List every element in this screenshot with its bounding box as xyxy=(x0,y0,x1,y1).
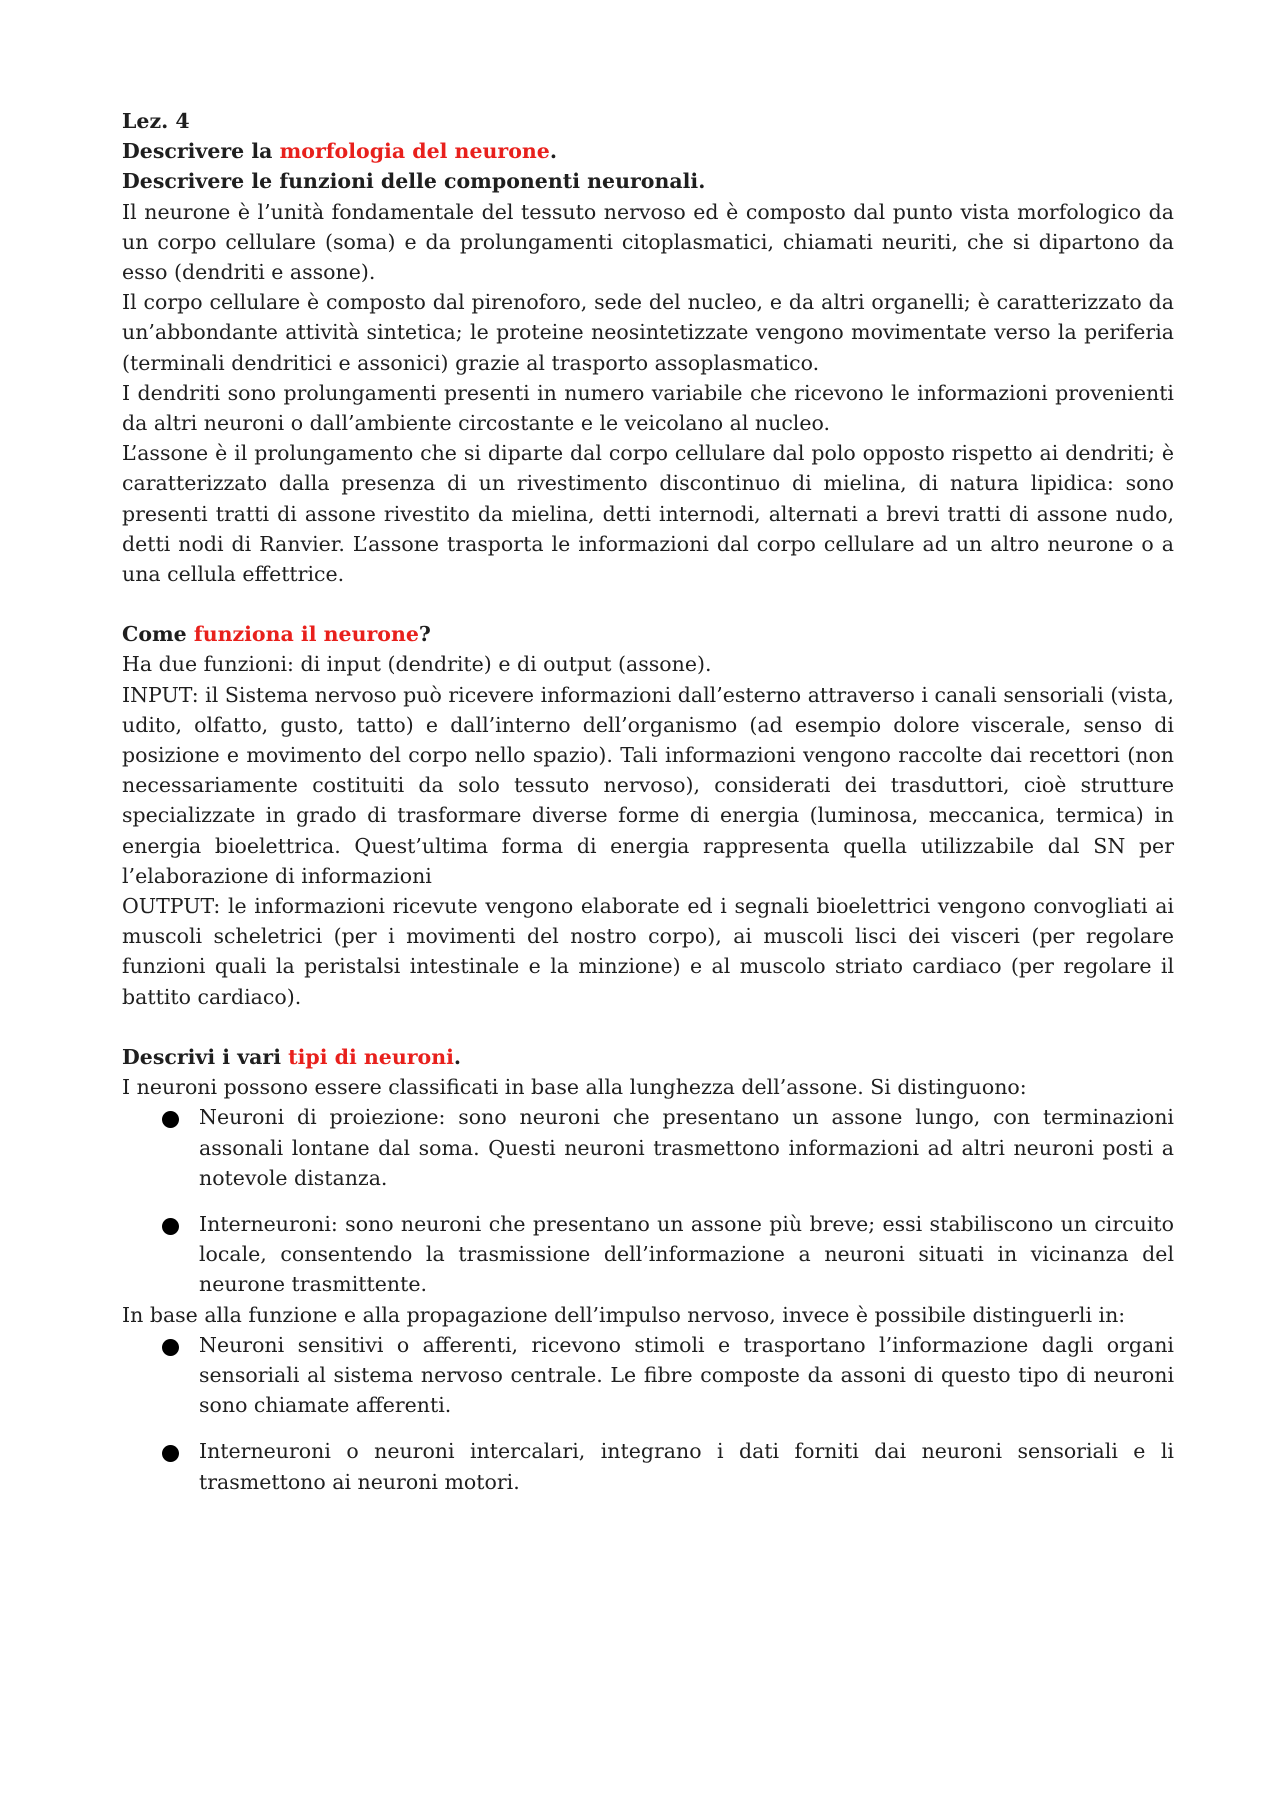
heading-neuron-types-highlight: tipi di neuroni xyxy=(288,1044,454,1069)
list-item xyxy=(122,1436,1174,1496)
heading-neuron-function xyxy=(122,619,1174,649)
heading-neuron-types xyxy=(122,1042,1174,1072)
paragraph-two-functions: Ha due funzioni: di input (dendrite) e di output (assone). xyxy=(122,652,712,677)
list-item-text: Interneuroni: sono neuroni che presentano un assone più breve; essi stabiliscono un circuito locale, consentendo la trasmissione dell’informazione a neuroni situati in vicinanza del neurone trasmittente. xyxy=(199,1211,1174,1297)
paragraph-axon-length-intro: I neuroni possono essere classificati in base alla lunghezza dell’assone. Si distinguono: xyxy=(122,1075,1027,1100)
paragraph-cell-body: Il corpo cellulare è composto dal pirenoforo, sede del nucleo, e da altri organelli; è caratterizzato da un’abbondante attività sintetica; le proteine neosintetizzate vengono movimentate verso la periferia (terminali dendritici e assonici) grazie al trasporto assoplasmatico. xyxy=(122,290,1174,375)
list-function xyxy=(122,1330,1174,1497)
lesson-number: Lez. 4 xyxy=(122,109,190,133)
bullet-dot xyxy=(162,1445,179,1462)
bullet-dot xyxy=(162,1339,179,1356)
paragraph-output: OUTPUT: le informazioni ricevute vengono elaborate ed i segnali bioelettrici vengono convogliati ai muscoli scheletrici (per i movimenti del nostro corpo), ai muscoli lisci dei visceri (per regolare funzioni quali la peristalsi intestinale e la minzione) e al muscolo striato cardiaco (per regolare il battito cardiaco). xyxy=(122,894,1174,1009)
paragraph-neuron-definition: Il neurone è l’unità fondamentale del tessuto nervoso ed è composto dal punto vista morfologico da un corpo cellulare (soma) e da prolungamenti citoplasmatici, chiamati neuriti, che si dipartono da esso (dendriti e assone). xyxy=(122,199,1174,285)
question-morphology xyxy=(122,136,1174,166)
list-item xyxy=(122,1330,1174,1421)
heading-neuron-function-highlight: funziona il neurone xyxy=(193,622,419,647)
question-morphology-highlight: morfologia del neurone xyxy=(279,139,550,164)
spacer xyxy=(122,1012,1174,1042)
list-item-text: Neuroni di proiezione: sono neuroni che presentano un assone lungo, con terminazioni assonali lontane dal soma. Questi neuroni trasmettono informazioni ad altri neuroni posti a notevole distanza. xyxy=(199,1105,1174,1190)
spacer xyxy=(122,589,1174,619)
document-page xyxy=(122,106,1174,1497)
paragraph-dendrites: I dendriti sono prolungamenti presenti in numero variabile che ricevono le informazioni provenienti da altri neuroni o dall’ambiente circostante e le veicolano al nucleo. xyxy=(122,380,1174,436)
list-item-text: Interneuroni o neuroni intercalari, integrano i dati forniti dai neuroni sensoriali e li trasmettono ai neuroni motori. xyxy=(199,1439,1174,1494)
heading-neuron-types-prefix: Descrivi i vari xyxy=(122,1044,289,1069)
paragraph-input: INPUT: il Sistema nervoso può ricevere informazioni dall’esterno attraverso i canali sensoriali (vista, udito, olfatto, gusto, tatto) e dall’interno dell’organismo (ad esempio dolore viscerale, senso di posizione e movimento del corpo nello spazio). Tali informazioni vengono raccolte dai recettori (non necessariamente costituiti da solo tessuto nervoso), considerati dei trasduttori, cioè strutture specializzate in grado di trasformare diverse forme di energia (luminosa, meccanica, termica) in energia bioelettrica. Quest’ultima forma di energia rappresenta quella utilizzabile dal SN per l’elaborazione di informazioni xyxy=(122,682,1174,888)
heading-neuron-function-suffix: ? xyxy=(418,622,431,647)
paragraph-axon: L’assone è il prolungamento che si diparte dal corpo cellulare dal polo opposto rispetto ai dendriti; è caratterizzato dalla presenza di un rivestimento discontinuo di mielina, di natura lipidica: sono presenti tratti di assone rivestito da mielina, detti internodi, alternati a brevi tratti di assone nudo, detti nodi di Ranvier. L’assone trasporta le informazioni dal corpo cellulare ad un altro neurone o a una cellula effettrice. xyxy=(122,441,1174,587)
question-morphology-suffix: . xyxy=(549,139,557,164)
bullet-dot xyxy=(162,1111,179,1128)
question-morphology-prefix: Descrivere la xyxy=(122,139,280,164)
list-item xyxy=(122,1209,1174,1300)
heading-neuron-function-prefix: Come xyxy=(122,622,194,647)
question-components: Descrivere le funzioni delle componenti neuronali. xyxy=(122,169,706,194)
list-item xyxy=(122,1102,1174,1193)
list-item-text: Neuroni sensitivi o afferenti, ricevono stimoli e trasportano l’informazione dagli organi sensoriali al sistema nervoso centrale. Le fibre composte da assoni di questo tipo di neuroni sono chiamate afferenti. xyxy=(199,1332,1174,1418)
bullet-dot xyxy=(162,1218,179,1235)
paragraph-function-intro: In base alla funzione e alla propagazione dell’impulso nervoso, invece è possibile distinguerli in: xyxy=(122,1302,1126,1327)
list-axon-length xyxy=(122,1102,1174,1299)
heading-neuron-types-suffix: . xyxy=(453,1044,462,1069)
